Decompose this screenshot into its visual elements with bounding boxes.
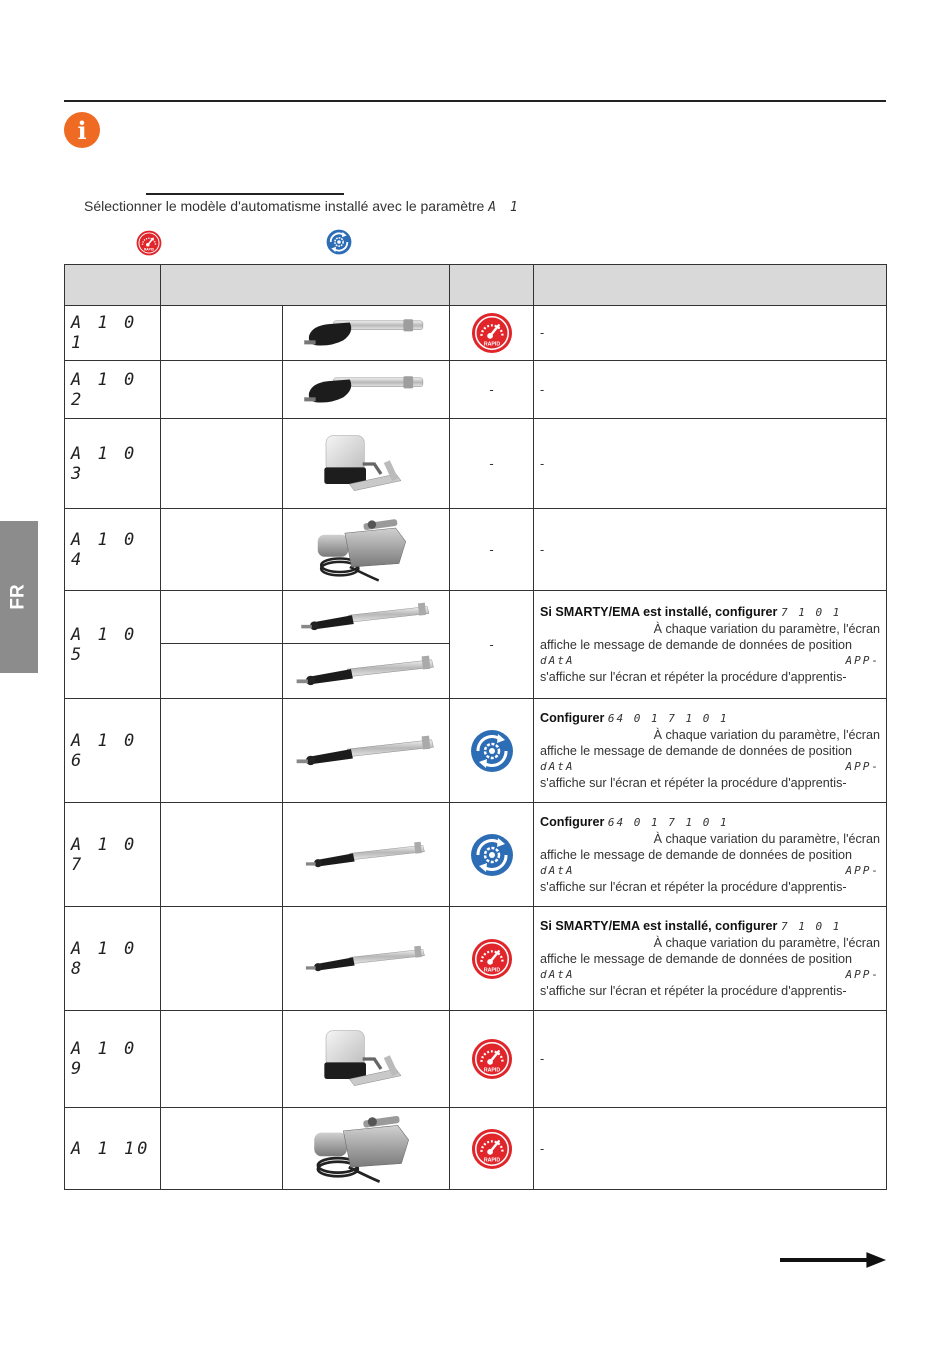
legend-learn-icon: [326, 229, 352, 255]
param-value: A 1 0 5: [65, 591, 161, 699]
product-image: [283, 1108, 450, 1190]
icon-dash: -: [450, 509, 534, 591]
param-value: A 1 10: [65, 1108, 161, 1190]
rapid-icon: [450, 907, 534, 1011]
next-page-arrow-icon: [780, 1250, 888, 1270]
table-row: [65, 591, 887, 644]
product-image: [283, 803, 450, 907]
model-name-cell: [161, 509, 283, 591]
product-image: [283, 907, 450, 1011]
model-name-cell: [161, 361, 283, 419]
header-cell: [65, 265, 161, 306]
table-row: [65, 1108, 887, 1190]
table-row: [65, 803, 887, 907]
param-value: A 1 0 1: [65, 306, 161, 361]
param-value: A 1 0 9: [65, 1011, 161, 1108]
model-table: [64, 264, 887, 1190]
model-name-cell: [161, 1108, 283, 1190]
product-image: [283, 591, 450, 644]
heading-underline: [146, 193, 344, 195]
param-value: A 1 0 7: [65, 803, 161, 907]
icon-dash: -: [450, 591, 534, 699]
description: -: [534, 419, 887, 509]
description: -: [534, 509, 887, 591]
model-name-cell: [161, 803, 283, 907]
product-image: [283, 419, 450, 509]
language-tab: FR: [0, 521, 38, 673]
param-value: A 1 0 8: [65, 907, 161, 1011]
model-name-cell: [161, 1011, 283, 1108]
product-image: [283, 361, 450, 419]
legend-rapid-icon: [136, 230, 162, 256]
info-icon: i: [64, 112, 100, 148]
description: Si SMARTY/EMA est installé, configurer 7 1 0 1 À chaque variation du paramètre, l'écran affiche le message de demande de données de position dAtA APP- s'affiche sur l'écran et répéter la procédure d'apprentis-: [534, 591, 887, 699]
rapid-icon: [450, 1108, 534, 1190]
product-image: [283, 1011, 450, 1108]
table-header-row: [65, 265, 887, 306]
icon-dash: -: [450, 419, 534, 509]
top-rule: [64, 100, 886, 102]
learn-icon: [450, 699, 534, 803]
description: Configurer 64 0 1 7 1 0 1 À chaque variation du paramètre, l'écran affiche le message de demande de données de position dAtA APP- s'affiche sur l'écran et répéter la procédure d'apprentis-: [534, 699, 887, 803]
model-name-cell: [161, 644, 283, 699]
model-name-cell: [161, 907, 283, 1011]
description: -: [534, 306, 887, 361]
description: -: [534, 361, 887, 419]
header-cell: [534, 265, 887, 306]
description: Configurer 64 0 1 7 1 0 1 À chaque variation du paramètre, l'écran affiche le message de demande de données de position dAtA APP- s'affiche sur l'écran et répéter la procédure d'apprentis-: [534, 803, 887, 907]
table-row: [65, 907, 887, 1011]
table-row: [65, 419, 887, 509]
model-name-cell: [161, 591, 283, 644]
param-value: A 1 0 4: [65, 509, 161, 591]
table-row: [65, 509, 887, 591]
intro-sentence: Sélectionner le modèle d'automatisme installé avec le paramètre A 1: [84, 198, 521, 215]
product-image: [283, 306, 450, 361]
table-row: [65, 306, 887, 361]
description: -: [534, 1011, 887, 1108]
param-value: A 1 0 2: [65, 361, 161, 419]
description: -: [534, 1108, 887, 1190]
table-row: [65, 699, 887, 803]
learn-icon: [450, 803, 534, 907]
product-image: [283, 509, 450, 591]
model-name-cell: [161, 306, 283, 361]
param-value: A 1 0 6: [65, 699, 161, 803]
description: Si SMARTY/EMA est installé, configurer 7 1 0 1 À chaque variation du paramètre, l'écran affiche le message de demande de données de position dAtA APP- s'affiche sur l'écran et répéter la procédure d'apprentis-: [534, 907, 887, 1011]
rapid-icon: [450, 1011, 534, 1108]
param-value: A 1 0 3: [65, 419, 161, 509]
header-cell: [161, 265, 450, 306]
icon-dash: -: [450, 361, 534, 419]
param-code: A 1: [488, 200, 521, 215]
header-cell: [450, 265, 534, 306]
product-image: [283, 644, 450, 699]
table-row: [65, 1011, 887, 1108]
model-name-cell: [161, 419, 283, 509]
model-name-cell: [161, 699, 283, 803]
rapid-icon: [450, 306, 534, 361]
product-image: [283, 699, 450, 803]
table-row: [65, 361, 887, 419]
